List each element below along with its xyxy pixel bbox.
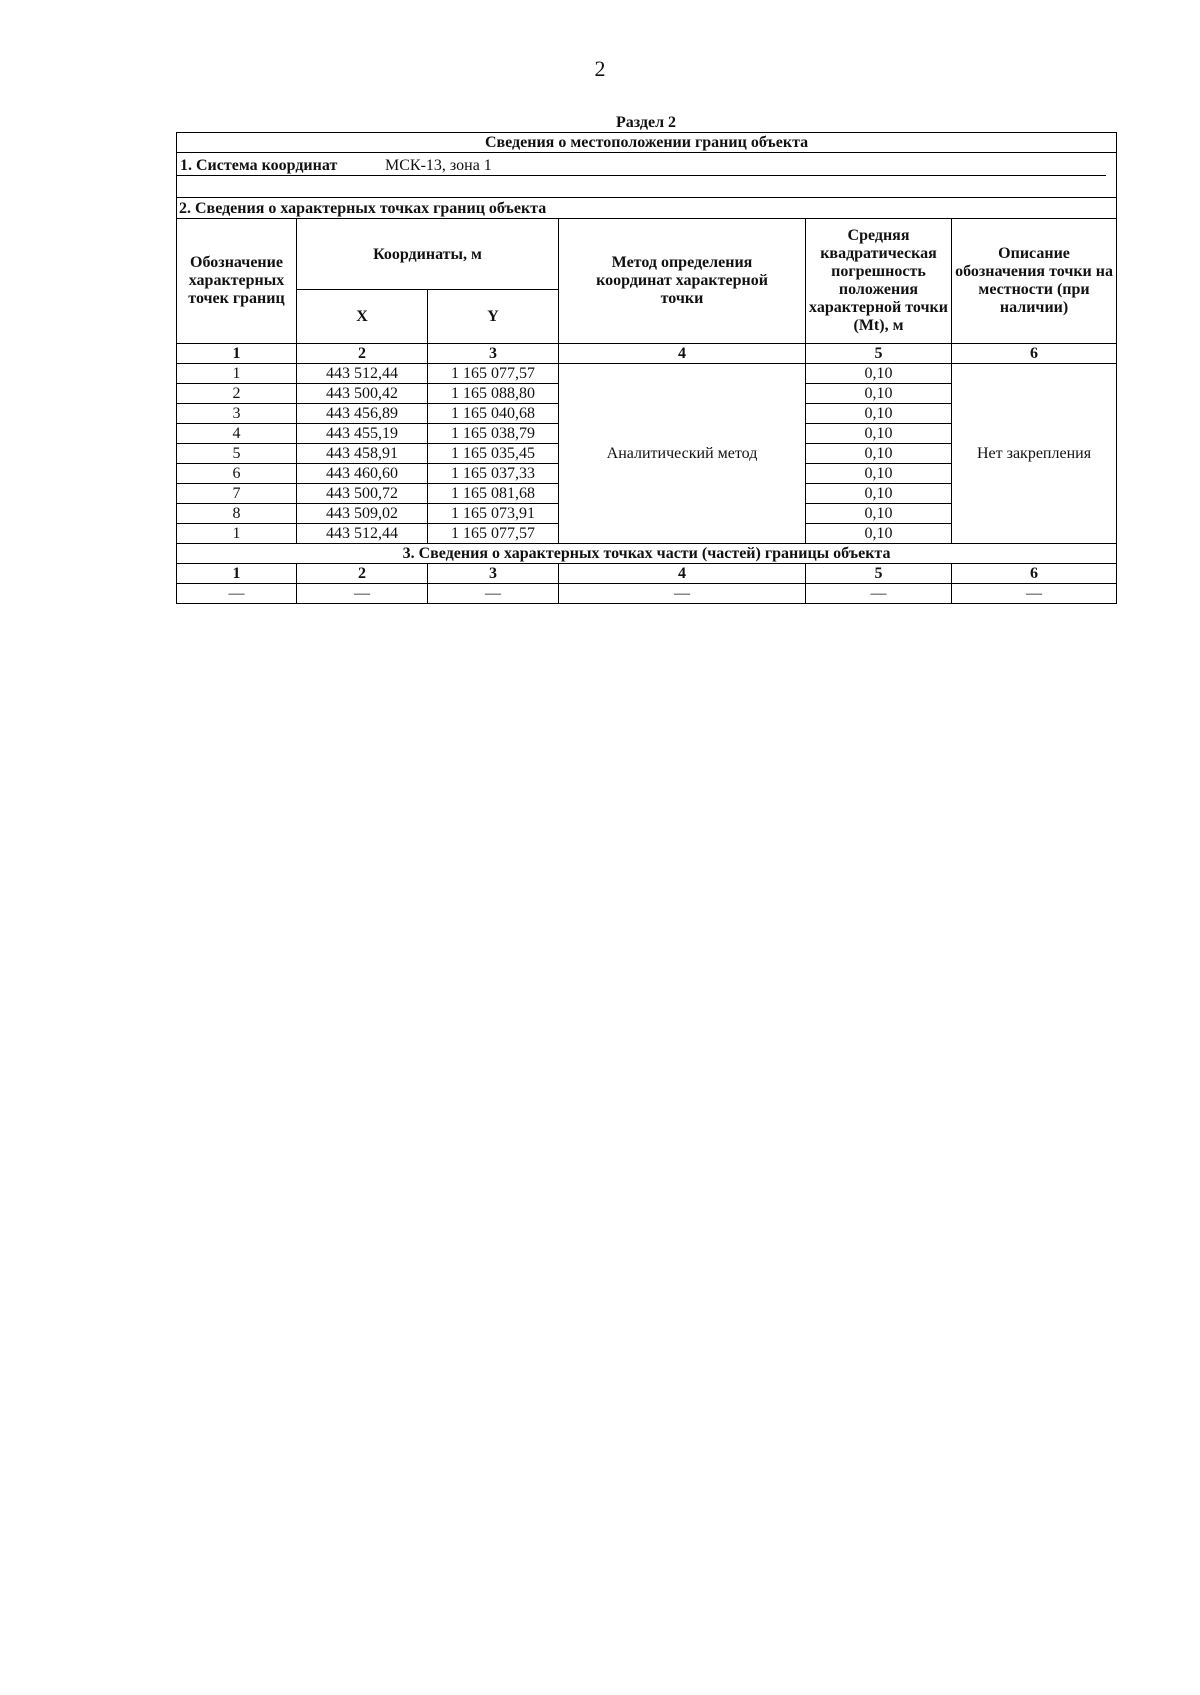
table-row [177,364,1117,384]
empty-cell: — [177,584,297,604]
coordinate-system-row [177,153,1117,198]
point-x: 443 500,42 [297,384,428,404]
column-number: 5 [806,564,952,584]
section3-column-numbers-row [177,564,1117,584]
column-number: 5 [806,344,952,364]
header-coordinates: Координаты, м [297,219,559,290]
header-y: Y [428,290,559,344]
method-value: Аналитический метод [559,364,806,544]
point-id: 1 [177,364,297,384]
empty-cell: — [428,584,559,604]
header-point-designation: Обозначение характерных точек границ [177,219,297,344]
empty-cell: — [297,584,428,604]
point-mt: 0,10 [806,484,952,504]
column-number: 3 [428,564,559,584]
point-mt: 0,10 [806,464,952,484]
empty-cell: — [806,584,952,604]
point-id: 6 [177,464,297,484]
column-number: 4 [559,564,806,584]
point-id: 5 [177,444,297,464]
point-y: 1 165 038,79 [428,424,559,444]
empty-cell: — [559,584,806,604]
point-x: 443 460,60 [297,464,428,484]
empty-cell: — [952,584,1117,604]
section3-empty-row [177,584,1117,604]
header-description: Описание обозначения точки на местности (при наличии) [952,219,1117,344]
point-y: 1 165 088,80 [428,384,559,404]
point-id: 1 [177,524,297,544]
column-number: 6 [952,564,1117,584]
column-number: 3 [428,344,559,364]
coordinate-system-value: МСК-13, зона 1 [385,157,492,174]
point-id: 2 [177,384,297,404]
point-x: 443 455,19 [297,424,428,444]
header-method: Метод определения координат характерной точки [559,219,806,344]
point-y: 1 165 037,33 [428,464,559,484]
point-y: 1 165 035,45 [428,444,559,464]
header-accuracy: Средняя квадратическая погрешность положения характерной точки (Mt), м [806,219,952,344]
point-id: 4 [177,424,297,444]
column-number: 1 [177,344,297,364]
column-number: 2 [297,564,428,584]
point-id: 7 [177,484,297,504]
point-x: 443 509,02 [297,504,428,524]
boundary-table [176,132,1117,604]
section3-title: 3. Сведения о характерных точках части (частей) границы объекта [177,544,1117,564]
point-x: 443 512,44 [297,524,428,544]
point-mt: 0,10 [806,444,952,464]
point-y: 1 165 073,91 [428,504,559,524]
column-number: 6 [952,344,1117,364]
point-y: 1 165 081,68 [428,484,559,504]
point-id: 3 [177,404,297,424]
section-label: Раздел 2 [615,114,677,131]
section2-title: 2. Сведения о характерных точках границ объекта [177,198,1117,219]
point-y: 1 165 040,68 [428,404,559,424]
point-x: 443 458,91 [297,444,428,464]
point-mt: 0,10 [806,404,952,424]
point-y: 1 165 077,57 [428,364,559,384]
column-numbers-row [177,344,1117,364]
header-x: X [297,290,428,344]
point-y: 1 165 077,57 [428,524,559,544]
column-number: 2 [297,344,428,364]
page-number: 2 [594,56,606,81]
point-x: 443 500,72 [297,484,428,504]
description-value: Нет закрепления [952,364,1117,544]
column-number: 4 [559,344,806,364]
table-title: Сведения о местоположении границ объекта [177,133,1117,153]
point-id: 8 [177,504,297,524]
column-number: 1 [177,564,297,584]
point-mt: 0,10 [806,424,952,444]
point-x: 443 512,44 [297,364,428,384]
point-mt: 0,10 [806,364,952,384]
point-mt: 0,10 [806,504,952,524]
point-x: 443 456,89 [297,404,428,424]
point-mt: 0,10 [806,384,952,404]
coordinate-system-label: 1. Система координат [180,157,338,174]
point-mt: 0,10 [806,524,952,544]
